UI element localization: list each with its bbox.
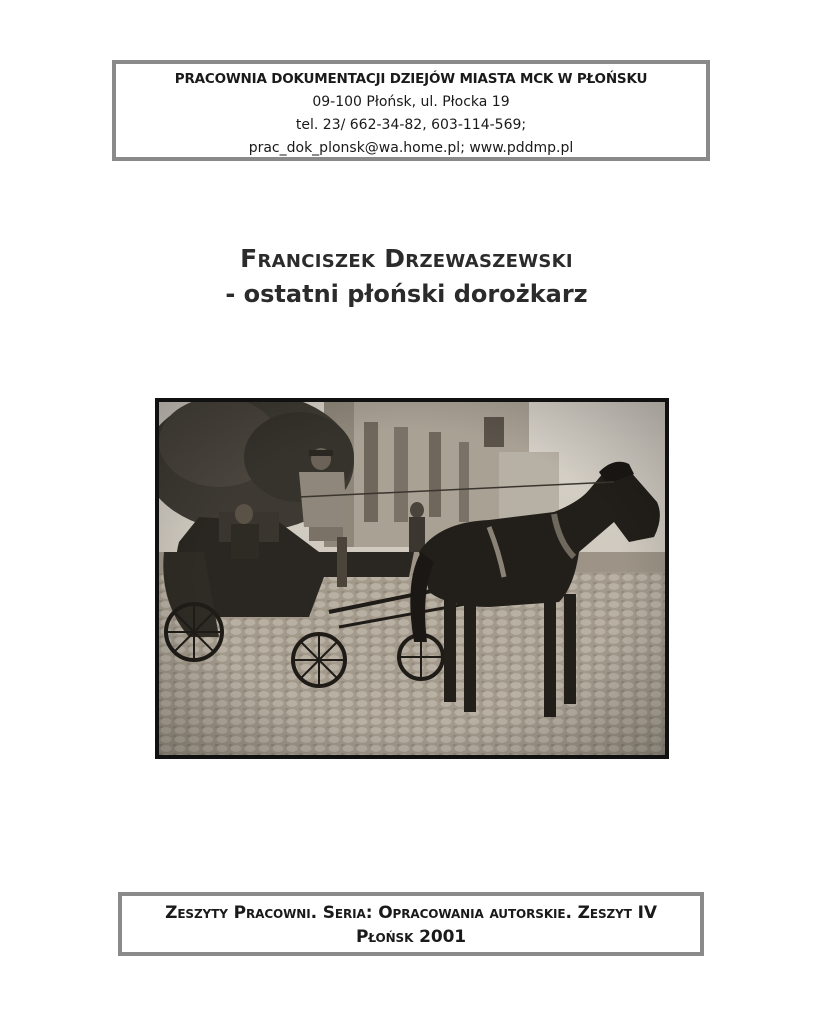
document-title: Franciszek Drzewaszewski — [240, 244, 573, 273]
horse-carriage-photo — [159, 402, 665, 755]
series-line: Zeszyty Pracowni. Seria: Opracowania autorskie. Zeszyt IV — [165, 903, 657, 923]
contact-line: prac_dok_plonsk@wa.home.pl; www.pddmp.pl — [248, 140, 574, 156]
title-block — [0, 242, 813, 312]
place-year-line: Płońsk 2001 — [355, 927, 467, 947]
cover-photo — [155, 398, 669, 759]
publisher-header-box — [112, 60, 710, 161]
document-subtitle: - ostatni płoński dorożkarz — [225, 280, 588, 308]
phone-line: tel. 23/ 662-34-82, 603-114-569; — [295, 117, 527, 133]
institution-name: PRACOWNIA DOKUMENTACJI DZIEJÓW MIASTA MCK W PŁOŃSKU — [174, 71, 648, 87]
series-footer-box — [118, 892, 704, 956]
address-line: 09-100 Płońsk, ul. Płocka 19 — [312, 94, 510, 110]
